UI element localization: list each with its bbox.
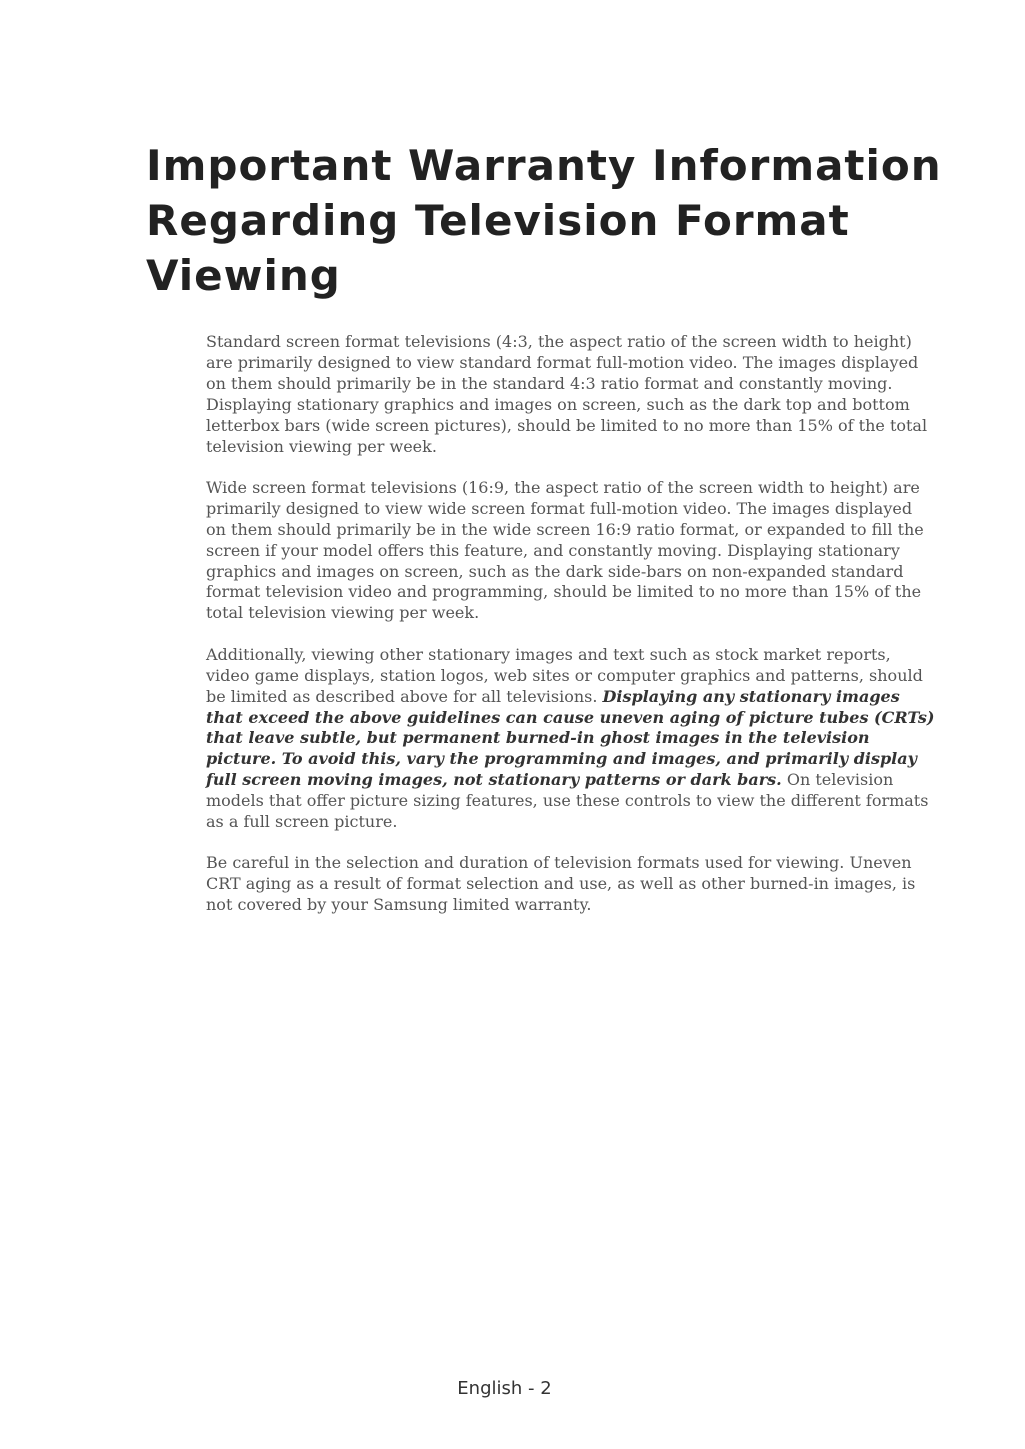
paragraph-wide-format: Wide screen format televisions (16:9, the aspect ratio of the screen width to height) are primarily designed to view wide screen format full-motion video. The images displayed on them should primarily be in the wide screen 16:9 ratio format, or expanded to fill the screen if your model offers this feature, and constantly moving. Displaying stationary graphics and images on screen, such as the dark side-bars on non-expanded standard format television video and programming, should be limited to no more than 15% of the total television viewing per week. [206,477,924,623]
title-line-1: Important Warranty Information [146,141,942,190]
title-line-2: Regarding Television Format [146,196,850,245]
warning-emphasis: Displaying any stationary images that exceed the above guidelines can cause uneven aging of picture tubes (CRTs) that leave subtle, but permanent burned-in ghost images in the television picture. To avoid this, vary the programming and images, and primarily display full screen moving images, not stationary patterns or dark bars. [206,686,935,790]
paragraph-standard-format: Standard screen format televisions (4:3, the aspect ratio of the screen width to height) are primarily designed to view standard format full-motion video. The images displayed on them should primarily be in the standard 4:3 ratio format and constantly moving. Displaying stationary graphics and images on screen, such as the dark top and bottom letterbox bars (wide screen pictures), should be limited to no more than 15% of the total television viewing per week. [206,332,928,456]
paragraph-additionally [206,645,936,833]
body-text [206,332,936,937]
paragraph-additionally-start: Additionally, viewing other stationary images and text such as stock market reports, video game displays, station logos, web sites or computer graphics and patterns, should be limited as described above for all televisions. [206,644,923,706]
title-line-3: Viewing [146,251,341,300]
paragraph-additionally-end: On television models that offer picture sizing features, use these controls to view the different formats as a full screen picture. [206,770,929,832]
page-number: English - 2 [457,1378,552,1399]
paragraph-warranty-note: Be careful in the selection and duration of television formats used for viewing. Uneven CRT aging as a result of format selection and use, as well as other burned-in images, is not covered by your Samsung limited warranty. [206,853,916,915]
page-title [146,138,966,303]
page-footer [0,1378,1025,1399]
